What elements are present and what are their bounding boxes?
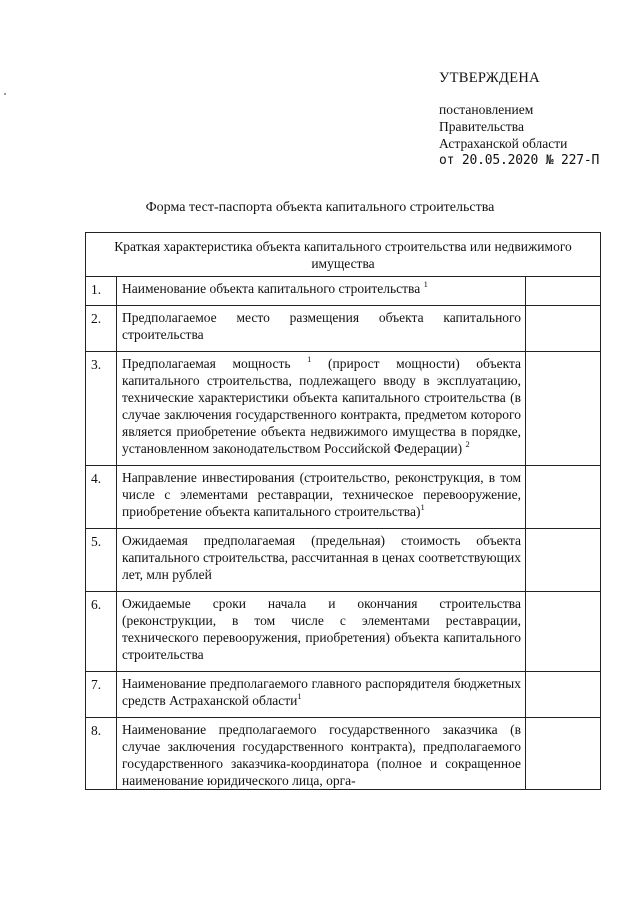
row-description: [117, 672, 526, 718]
row-number: 1.: [86, 277, 117, 306]
approval-line-2: Правительства: [439, 119, 524, 134]
row-number: 7.: [86, 672, 117, 718]
row-number: 2.: [86, 306, 117, 352]
row-value[interactable]: [526, 306, 601, 352]
row-value[interactable]: [526, 529, 601, 592]
row-description: [117, 592, 526, 672]
row-text: Направление инвестирования (строительство, реконструкция, в том числе с элементами реставрации, техническое перевооружение, приобретение объекта капитального строительства): [122, 470, 521, 519]
row-text: Ожидаемые сроки начала и окончания строительства (реконструкции, в том числе с элементами реставрации, технического перевооружения, приобретения) объекта капитального строительства: [122, 596, 521, 662]
table-row: [86, 529, 601, 592]
scan-speck: [4, 93, 6, 95]
row-value[interactable]: [526, 466, 601, 529]
footnote-mark: 1: [423, 278, 428, 289]
row-number: 8.: [86, 718, 117, 790]
passport-table: [85, 232, 601, 790]
table-header: Краткая характеристика объекта капитального строительства или недвижимого имущества: [86, 233, 601, 277]
row-number: 3.: [86, 352, 117, 466]
table-row: [86, 718, 601, 790]
footnote-mark: 1: [297, 690, 302, 701]
row-description: [117, 529, 526, 592]
table-row: [86, 277, 601, 306]
table-header-row: [86, 233, 601, 277]
footnote-mark: 1: [307, 353, 312, 364]
row-text: Ожидаемая предполагаемая (предельная) стоимость объекта капитального строительства, рассчитанная в ценах соответствующих лет, млн рублей: [122, 533, 521, 582]
table-row: [86, 672, 601, 718]
row-text: Наименование объекта капитального строительства: [122, 281, 421, 296]
row-description: [117, 306, 526, 352]
row-value[interactable]: [526, 718, 601, 790]
row-description: [117, 466, 526, 529]
table-row: [86, 306, 601, 352]
row-description: [117, 718, 526, 790]
row-text-part-2: (прирост мощности) объекта капитального строительства, подлежащего вводу в эксплуатацию, технические характеристики объекта капитального строительства (в случае заключения государственного контракта, предметом которого является приобретение объекта недвижимого имущества в порядке, установленном законодательством Российской Федерации): [122, 356, 522, 456]
approval-title: УТВЕРЖДЕНА: [439, 70, 540, 86]
row-text-part-1: Предполагаемая мощность: [122, 356, 291, 371]
approval-line-3: Астраханской области: [439, 136, 568, 151]
row-text: Предполагаемое место размещения объекта капитального строительства: [122, 310, 521, 342]
row-number: 5.: [86, 529, 117, 592]
approval-line-1: постановлением: [439, 102, 534, 117]
row-number: 4.: [86, 466, 117, 529]
row-number: 6.: [86, 592, 117, 672]
row-value[interactable]: [526, 672, 601, 718]
row-value[interactable]: [526, 592, 601, 672]
row-text: Наименование предполагаемого главного распорядителя бюджетных средств Астраханской области: [122, 676, 521, 708]
approval-block: [439, 70, 599, 169]
table-row: [86, 466, 601, 529]
row-value[interactable]: [526, 277, 601, 306]
row-value[interactable]: [526, 352, 601, 466]
table-row: [86, 352, 601, 466]
row-text: Наименование предполагаемого государственного заказчика (в случае заключения государственного контракта), предполагаемого государственного заказчика-координатора (полное и сокращенное наименование юридического лица, орга-: [122, 722, 521, 788]
footnote-mark: 2: [465, 438, 470, 449]
footnote-mark: 1: [420, 501, 425, 512]
form-title: Форма тест-паспорта объекта капитального строительства: [145, 200, 495, 215]
table-row: [86, 592, 601, 672]
row-description: [117, 352, 526, 466]
row-description: [117, 277, 526, 306]
approval-date-number: от 20.05.2020 № 227-П: [439, 153, 600, 168]
